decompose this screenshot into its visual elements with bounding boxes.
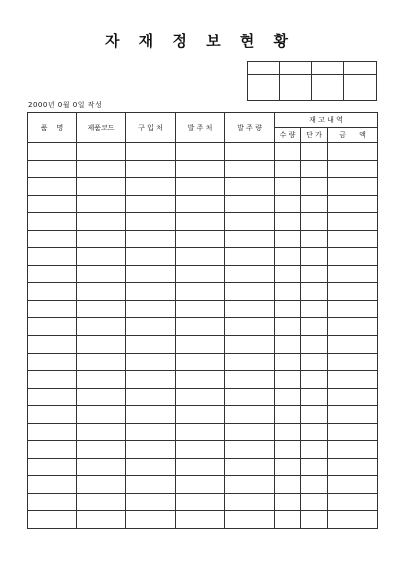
table-cell[interactable] xyxy=(126,265,176,283)
table-cell[interactable] xyxy=(126,318,176,336)
table-cell[interactable] xyxy=(275,283,301,301)
table-cell[interactable] xyxy=(301,336,328,354)
table-cell[interactable] xyxy=(176,283,225,301)
table-cell[interactable] xyxy=(301,300,328,318)
header-inv-qty: 수 량 xyxy=(275,128,301,143)
table-cell[interactable] xyxy=(77,160,126,178)
table-cell[interactable] xyxy=(275,423,301,441)
table-cell[interactable] xyxy=(77,423,126,441)
table-cell[interactable] xyxy=(328,300,378,318)
table-cell[interactable] xyxy=(77,213,126,231)
table-cell[interactable] xyxy=(176,511,225,529)
table-cell[interactable] xyxy=(126,493,176,511)
table-cell[interactable] xyxy=(176,230,225,248)
table-row xyxy=(28,300,378,318)
table-cell[interactable] xyxy=(176,336,225,354)
table-cell[interactable] xyxy=(275,143,301,161)
header-inv-amount: 금 액 xyxy=(328,128,378,143)
table-cell[interactable] xyxy=(225,476,275,494)
table-cell[interactable] xyxy=(126,160,176,178)
table-cell[interactable] xyxy=(77,353,126,371)
approval-cell[interactable] xyxy=(312,62,344,75)
table-cell[interactable] xyxy=(301,458,328,476)
table-cell[interactable] xyxy=(225,441,275,459)
table-cell[interactable] xyxy=(126,213,176,231)
header-purchase-from: 구 입 처 xyxy=(126,113,176,143)
table-cell[interactable] xyxy=(301,195,328,213)
table-cell[interactable] xyxy=(77,458,126,476)
table-cell[interactable] xyxy=(126,353,176,371)
table-cell[interactable] xyxy=(301,213,328,231)
table-cell[interactable] xyxy=(77,441,126,459)
table-cell[interactable] xyxy=(176,178,225,196)
table-cell[interactable] xyxy=(275,300,301,318)
table-cell[interactable] xyxy=(275,388,301,406)
table-cell[interactable] xyxy=(28,371,77,389)
table-cell[interactable] xyxy=(176,388,225,406)
table-cell[interactable] xyxy=(328,248,378,266)
table-cell[interactable] xyxy=(225,265,275,283)
inventory-table xyxy=(27,112,378,529)
table-cell[interactable] xyxy=(77,371,126,389)
approval-cell[interactable] xyxy=(248,62,280,75)
header-inv-unit-price: 단 가 xyxy=(301,128,328,143)
table-cell[interactable] xyxy=(77,511,126,529)
table-cell[interactable] xyxy=(126,371,176,389)
table-cell[interactable] xyxy=(328,406,378,424)
table-cell[interactable] xyxy=(126,336,176,354)
table-cell[interactable] xyxy=(176,476,225,494)
table-cell[interactable] xyxy=(328,371,378,389)
table-cell[interactable] xyxy=(176,423,225,441)
table-row xyxy=(28,318,378,336)
table-cell[interactable] xyxy=(301,283,328,301)
table-cell[interactable] xyxy=(301,143,328,161)
table-cell[interactable] xyxy=(301,318,328,336)
table-row xyxy=(28,283,378,301)
table-body xyxy=(28,143,378,529)
table-cell[interactable] xyxy=(126,406,176,424)
table-cell[interactable] xyxy=(275,318,301,336)
approval-box xyxy=(247,61,377,101)
table-cell[interactable] xyxy=(28,476,77,494)
table-row xyxy=(28,371,378,389)
table-cell[interactable] xyxy=(301,511,328,529)
table-cell[interactable] xyxy=(126,458,176,476)
page-title: 자 재 정 보 현 황 xyxy=(104,32,296,50)
table-cell[interactable] xyxy=(28,265,77,283)
table-cell[interactable] xyxy=(176,318,225,336)
table-cell[interactable] xyxy=(176,195,225,213)
approval-cell[interactable] xyxy=(344,62,377,75)
table-cell[interactable] xyxy=(28,213,77,231)
table-cell[interactable] xyxy=(77,283,126,301)
table-cell[interactable] xyxy=(328,143,378,161)
table-cell[interactable] xyxy=(126,143,176,161)
table-cell[interactable] xyxy=(225,230,275,248)
table-cell[interactable] xyxy=(328,511,378,529)
table-cell[interactable] xyxy=(275,213,301,231)
table-cell[interactable] xyxy=(126,195,176,213)
table-cell[interactable] xyxy=(275,406,301,424)
table-cell[interactable] xyxy=(28,388,77,406)
signature-cell[interactable] xyxy=(248,75,280,101)
table-cell[interactable] xyxy=(225,458,275,476)
table-cell[interactable] xyxy=(77,476,126,494)
table-cell[interactable] xyxy=(275,476,301,494)
table-row xyxy=(28,213,378,231)
table-cell[interactable] xyxy=(28,195,77,213)
table-row xyxy=(28,265,378,283)
table-cell[interactable] xyxy=(275,230,301,248)
table-cell[interactable] xyxy=(225,371,275,389)
table-cell[interactable] xyxy=(28,441,77,459)
table-row xyxy=(28,476,378,494)
table-cell[interactable] xyxy=(275,511,301,529)
table-cell[interactable] xyxy=(176,213,225,231)
table-cell[interactable] xyxy=(126,441,176,459)
table-cell[interactable] xyxy=(176,371,225,389)
table-cell[interactable] xyxy=(28,300,77,318)
table-cell[interactable] xyxy=(225,283,275,301)
table-cell[interactable] xyxy=(225,195,275,213)
table-cell[interactable] xyxy=(176,441,225,459)
table-cell[interactable] xyxy=(275,353,301,371)
table-cell[interactable] xyxy=(225,143,275,161)
table-cell[interactable] xyxy=(126,476,176,494)
table-row xyxy=(28,493,378,511)
table-cell[interactable] xyxy=(328,388,378,406)
table-cell[interactable] xyxy=(225,493,275,511)
table-cell[interactable] xyxy=(275,371,301,389)
table-cell[interactable] xyxy=(275,441,301,459)
table-cell[interactable] xyxy=(28,406,77,424)
table-cell[interactable] xyxy=(176,406,225,424)
table-cell[interactable] xyxy=(328,423,378,441)
table-row xyxy=(28,441,378,459)
table-row xyxy=(28,458,378,476)
table-cell[interactable] xyxy=(328,178,378,196)
table-cell[interactable] xyxy=(126,511,176,529)
table-cell[interactable] xyxy=(225,353,275,371)
table-cell[interactable] xyxy=(301,423,328,441)
header-inventory: 재 고 내 역 xyxy=(275,113,378,128)
table-row xyxy=(28,511,378,529)
table-cell[interactable] xyxy=(176,300,225,318)
table-cell[interactable] xyxy=(328,353,378,371)
signature-cell[interactable] xyxy=(280,75,312,101)
table-cell[interactable] xyxy=(301,406,328,424)
table-cell[interactable] xyxy=(176,143,225,161)
table-cell[interactable] xyxy=(126,423,176,441)
table-cell[interactable] xyxy=(28,458,77,476)
table-cell[interactable] xyxy=(28,318,77,336)
table-cell[interactable] xyxy=(126,178,176,196)
table-cell[interactable] xyxy=(77,248,126,266)
table-cell[interactable] xyxy=(126,300,176,318)
table-cell[interactable] xyxy=(77,300,126,318)
table-cell[interactable] xyxy=(328,336,378,354)
table-cell[interactable] xyxy=(225,336,275,354)
header-order-qty: 발 주 량 xyxy=(225,113,275,143)
date-line: 2000년 0월 0일 작성 xyxy=(28,101,103,109)
table-cell[interactable] xyxy=(28,230,77,248)
table-row xyxy=(28,336,378,354)
table-cell[interactable] xyxy=(328,195,378,213)
table-cell[interactable] xyxy=(77,265,126,283)
table-cell[interactable] xyxy=(77,336,126,354)
header-row xyxy=(28,113,378,128)
table-row xyxy=(28,143,378,161)
approval-cell[interactable] xyxy=(280,62,312,75)
table-cell[interactable] xyxy=(328,213,378,231)
table-row xyxy=(28,406,378,424)
table-cell[interactable] xyxy=(126,230,176,248)
table-cell[interactable] xyxy=(225,423,275,441)
table-row xyxy=(28,160,378,178)
table-cell[interactable] xyxy=(77,388,126,406)
table-cell[interactable] xyxy=(301,371,328,389)
table-row xyxy=(28,195,378,213)
table-cell[interactable] xyxy=(301,178,328,196)
table-cell[interactable] xyxy=(126,388,176,406)
table-cell[interactable] xyxy=(225,178,275,196)
table-cell[interactable] xyxy=(225,511,275,529)
table-cell[interactable] xyxy=(77,230,126,248)
table-cell[interactable] xyxy=(328,318,378,336)
table-cell[interactable] xyxy=(77,406,126,424)
table-cell[interactable] xyxy=(176,265,225,283)
table-cell[interactable] xyxy=(301,265,328,283)
table-row xyxy=(28,388,378,406)
table-cell[interactable] xyxy=(176,458,225,476)
header-order-to: 발 주 처 xyxy=(176,113,225,143)
approval-header-row xyxy=(248,62,377,75)
table-cell[interactable] xyxy=(176,493,225,511)
table-cell[interactable] xyxy=(225,160,275,178)
table-cell[interactable] xyxy=(28,178,77,196)
table-cell[interactable] xyxy=(301,248,328,266)
table-cell[interactable] xyxy=(28,160,77,178)
table-cell[interactable] xyxy=(28,493,77,511)
table-cell[interactable] xyxy=(28,353,77,371)
table-cell[interactable] xyxy=(28,511,77,529)
table-cell[interactable] xyxy=(28,336,77,354)
table-cell[interactable] xyxy=(77,493,126,511)
table-cell[interactable] xyxy=(275,178,301,196)
table-cell[interactable] xyxy=(328,441,378,459)
table-cell[interactable] xyxy=(28,423,77,441)
table-cell[interactable] xyxy=(328,283,378,301)
table-cell[interactable] xyxy=(301,388,328,406)
table-row xyxy=(28,248,378,266)
table-cell[interactable] xyxy=(328,493,378,511)
table-cell[interactable] xyxy=(301,493,328,511)
table-row xyxy=(28,230,378,248)
table-cell[interactable] xyxy=(301,441,328,459)
table-cell[interactable] xyxy=(28,248,77,266)
signature-cell[interactable] xyxy=(344,75,377,101)
table-cell[interactable] xyxy=(77,178,126,196)
table-cell[interactable] xyxy=(328,476,378,494)
table-cell[interactable] xyxy=(275,458,301,476)
table-row xyxy=(28,353,378,371)
table-cell[interactable] xyxy=(176,160,225,178)
table-cell[interactable] xyxy=(328,265,378,283)
table-cell[interactable] xyxy=(77,143,126,161)
table-cell[interactable] xyxy=(301,160,328,178)
table-cell[interactable] xyxy=(77,318,126,336)
header-item-name: 품 명 xyxy=(28,113,77,143)
table-cell[interactable] xyxy=(28,143,77,161)
table-cell[interactable] xyxy=(301,230,328,248)
table-cell[interactable] xyxy=(126,248,176,266)
table-cell[interactable] xyxy=(225,248,275,266)
table-cell[interactable] xyxy=(328,160,378,178)
table-cell[interactable] xyxy=(301,353,328,371)
table-cell[interactable] xyxy=(225,406,275,424)
table-cell[interactable] xyxy=(275,248,301,266)
signature-cell[interactable] xyxy=(312,75,344,101)
approval-sign-row xyxy=(248,75,377,101)
table-cell[interactable] xyxy=(328,230,378,248)
table-cell[interactable] xyxy=(225,213,275,231)
table-cell[interactable] xyxy=(176,353,225,371)
table-row xyxy=(28,423,378,441)
header-product-code: 제품코드 xyxy=(77,113,126,143)
table-cell[interactable] xyxy=(275,160,301,178)
table-cell[interactable] xyxy=(225,318,275,336)
table-cell[interactable] xyxy=(77,195,126,213)
table-cell[interactable] xyxy=(275,493,301,511)
table-cell[interactable] xyxy=(275,336,301,354)
table-cell[interactable] xyxy=(126,283,176,301)
table-cell[interactable] xyxy=(275,195,301,213)
table-cell[interactable] xyxy=(28,283,77,301)
table-cell[interactable] xyxy=(301,476,328,494)
table-row xyxy=(28,178,378,196)
table-cell[interactable] xyxy=(176,248,225,266)
table-cell[interactable] xyxy=(328,458,378,476)
table-cell[interactable] xyxy=(225,388,275,406)
table-cell[interactable] xyxy=(275,265,301,283)
table-cell[interactable] xyxy=(225,300,275,318)
